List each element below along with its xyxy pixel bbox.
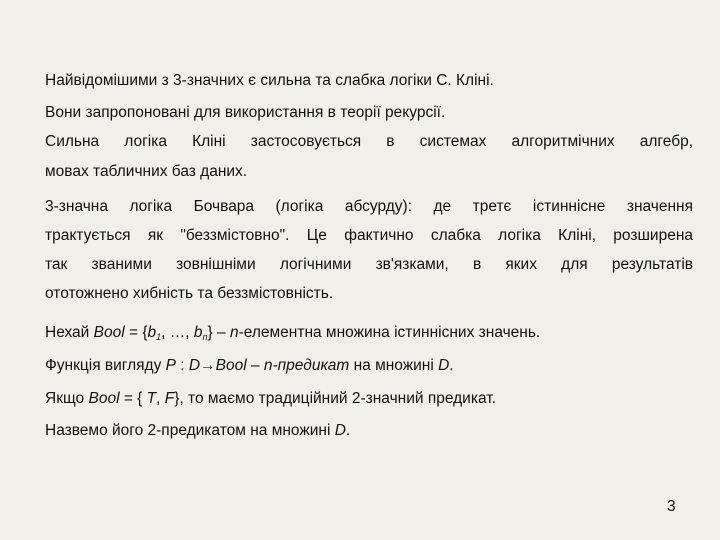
formula-bool-definition [45, 324, 540, 342]
paragraph-recursion: Вони запропоновані для використання в теорії рекурсії. [45, 104, 446, 121]
math-bool: Bool [88, 390, 120, 407]
math-p: P [165, 357, 176, 374]
math-bool: Bool [215, 357, 247, 374]
paragraph-line: 3-значна логіка Бочвара (логіка абсурду): де третє істиннісне значення [45, 198, 693, 215]
math-d: D [438, 357, 450, 374]
paragraph-kleene-intro: Найвідомішими з 3-значних є сильна та слабка логіки С. Кліні. [45, 72, 494, 89]
formula-predicate-function [45, 357, 454, 375]
text: . [449, 357, 454, 374]
page-number: 3 [667, 498, 676, 515]
math-t: T [146, 390, 157, 407]
math-f: F [164, 390, 175, 407]
term-n-predicate: n-предикат [263, 357, 350, 374]
text: : [175, 357, 189, 374]
text: . [345, 422, 351, 439]
text: Якщо [45, 390, 89, 407]
formula-two-predicate [45, 422, 350, 440]
paragraph-line: ототожнено хибність та беззмістовність. [45, 285, 334, 302]
text: Назвемо його 2-предикатом на множині [45, 422, 335, 439]
text: Функція вигляду [45, 357, 166, 374]
math-b: b [193, 324, 203, 341]
text: = { [119, 390, 147, 407]
text: – [246, 357, 264, 374]
formula-two-valued [45, 390, 496, 408]
text: = { [124, 324, 148, 341]
text: , …, [161, 324, 194, 341]
paragraph-line: мовах табличних баз даних. [45, 163, 248, 180]
math-d: D [188, 357, 201, 374]
text: , [156, 390, 165, 407]
text: на множині [349, 357, 439, 374]
text: -елементна множина істиннісних значень. [238, 324, 541, 341]
text: }, то маємо традиційний 2-значний предикат. [174, 390, 496, 407]
math-n: n [229, 324, 239, 341]
subscript: 1 [156, 332, 162, 342]
subscript: n [202, 332, 208, 342]
math-d: D [334, 422, 346, 439]
math-bool: Bool [93, 324, 125, 341]
paragraph-line: Сильна логіка Кліні застосовується в системах алгоритмічних алгебр, [45, 133, 693, 150]
paragraph-line: так званими зовнішніми логічними зв'язками, в яких для результатів [45, 256, 693, 273]
text: Нехай [45, 324, 94, 341]
arrow-symbol: → [200, 357, 216, 374]
math-b: b [147, 324, 157, 341]
text: } – [207, 324, 230, 341]
paragraph-line: трактується як "беззмістовно". Це фактично слабка логіка Кліні, розширена [45, 227, 693, 244]
